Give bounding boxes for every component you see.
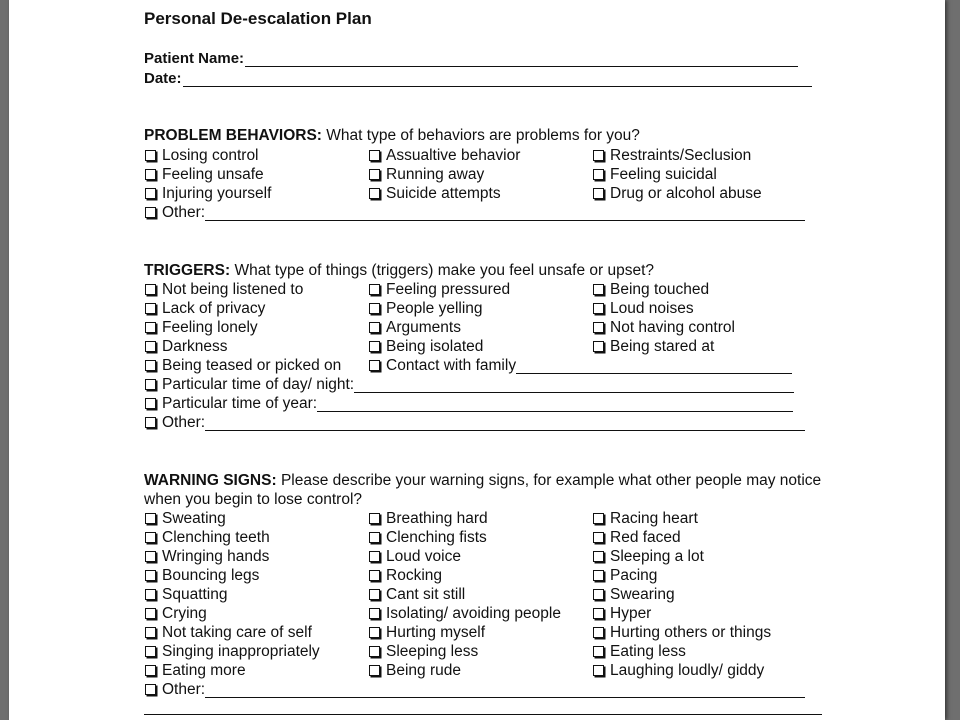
checkbox-item[interactable]: Bouncing legs bbox=[144, 566, 259, 585]
checkbox-icon[interactable] bbox=[369, 589, 380, 600]
checkbox-icon[interactable] bbox=[145, 608, 156, 619]
checkbox-row bbox=[144, 566, 834, 585]
checkbox-item[interactable]: Wringing hands bbox=[144, 547, 269, 566]
checkbox-item[interactable]: Sweating bbox=[144, 509, 226, 528]
checkbox-item[interactable]: Clenching teeth bbox=[144, 528, 270, 547]
checkbox-icon[interactable] bbox=[369, 646, 380, 657]
checkbox-item[interactable]: Singing inappropriately bbox=[144, 642, 320, 661]
checkbox-item[interactable]: Swearing bbox=[592, 585, 675, 604]
checkbox-item[interactable]: Contact with family bbox=[368, 356, 792, 375]
checkbox-item[interactable]: People yelling bbox=[368, 299, 483, 318]
checkbox-item[interactable]: Suicide attempts bbox=[368, 184, 501, 203]
checkbox-icon[interactable] bbox=[593, 188, 604, 199]
checkbox-icon[interactable] bbox=[369, 513, 380, 524]
checkbox-icon[interactable] bbox=[145, 360, 156, 371]
checkbox-icon[interactable] bbox=[145, 513, 156, 524]
contact-family-line[interactable] bbox=[516, 358, 792, 374]
checkbox-icon[interactable] bbox=[145, 207, 156, 218]
checkbox-icon[interactable] bbox=[369, 284, 380, 295]
checkbox-item[interactable]: Being teased or picked on bbox=[144, 356, 341, 375]
date-label: Date: bbox=[144, 70, 182, 87]
form-page bbox=[9, 0, 945, 720]
checkbox-icon[interactable] bbox=[369, 169, 380, 180]
checkbox-item[interactable]: Cant sit still bbox=[368, 585, 465, 604]
problem-behaviors-question: What type of behaviors are problems for you? bbox=[326, 127, 640, 144]
checkbox-item[interactable]: Eating more bbox=[144, 661, 246, 680]
checkbox-icon[interactable] bbox=[145, 551, 156, 562]
checkbox-icon[interactable] bbox=[145, 570, 156, 581]
checkbox-item[interactable]: Injuring yourself bbox=[144, 184, 271, 203]
problem-behaviors-title: PROBLEM BEHAVIORS: bbox=[144, 127, 322, 144]
checkbox-icon[interactable] bbox=[145, 417, 156, 428]
other-text-line[interactable] bbox=[205, 205, 805, 221]
checkbox-item[interactable]: Racing heart bbox=[592, 509, 698, 528]
checkbox-row bbox=[144, 146, 834, 165]
checkbox-item[interactable]: Being isolated bbox=[368, 337, 483, 356]
checkbox-icon[interactable] bbox=[145, 284, 156, 295]
checkbox-icon[interactable] bbox=[145, 188, 156, 199]
checkbox-item[interactable]: Darkness bbox=[144, 337, 227, 356]
checkbox-item[interactable]: Drug or alcohol abuse bbox=[592, 184, 762, 203]
checkbox-item-other[interactable]: Other: bbox=[144, 203, 805, 222]
checkbox-item[interactable]: Laughing loudly/ giddy bbox=[592, 661, 764, 680]
checkbox-item[interactable]: Being stared at bbox=[592, 337, 714, 356]
checkbox-item[interactable]: Squatting bbox=[144, 585, 228, 604]
checkbox-row-other bbox=[144, 203, 834, 222]
other-text-line[interactable] bbox=[205, 682, 805, 698]
checkbox-item[interactable]: Loud noises bbox=[592, 299, 694, 318]
checkbox-icon[interactable] bbox=[369, 322, 380, 333]
time-day-line[interactable] bbox=[354, 377, 794, 393]
checkbox-item[interactable]: Crying bbox=[144, 604, 207, 623]
checkbox-icon[interactable] bbox=[593, 322, 604, 333]
checkbox-icon[interactable] bbox=[145, 169, 156, 180]
checkbox-icon[interactable] bbox=[593, 150, 604, 161]
checkbox-row bbox=[144, 299, 834, 318]
other-text-line[interactable] bbox=[205, 415, 805, 431]
checkbox-icon[interactable] bbox=[593, 570, 604, 581]
warning-signs-question: Please describe your warning signs, for example what other people may notice when you begin to lose control? bbox=[144, 472, 822, 508]
checkbox-icon[interactable] bbox=[593, 589, 604, 600]
checkbox-icon[interactable] bbox=[369, 570, 380, 581]
checkbox-row bbox=[144, 318, 834, 337]
checkbox-icon[interactable] bbox=[593, 284, 604, 295]
checkbox-icon[interactable] bbox=[593, 169, 604, 180]
checkbox-item[interactable]: Being rude bbox=[368, 661, 461, 680]
checkbox-item[interactable]: Not being listened to bbox=[144, 280, 303, 299]
checkbox-icon[interactable] bbox=[593, 646, 604, 657]
checkbox-row bbox=[144, 547, 834, 566]
checkbox-item[interactable]: Loud voice bbox=[368, 547, 461, 566]
checkbox-item[interactable]: Running away bbox=[368, 165, 484, 184]
checkbox-row-other bbox=[144, 413, 834, 432]
checkbox-icon[interactable] bbox=[145, 322, 156, 333]
checkbox-item[interactable]: Feeling suicidal bbox=[592, 165, 717, 184]
additional-text-line[interactable] bbox=[144, 714, 822, 715]
checkbox-row-time-day bbox=[144, 375, 834, 394]
checkbox-row bbox=[144, 184, 834, 203]
checkbox-item[interactable]: Assualtive behavior bbox=[368, 146, 520, 165]
checkbox-item[interactable]: Eating less bbox=[592, 642, 686, 661]
checkbox-icon[interactable] bbox=[593, 532, 604, 543]
patient-name-line[interactable] bbox=[245, 52, 798, 67]
checkbox-icon[interactable] bbox=[593, 513, 604, 524]
checkbox-row bbox=[144, 642, 834, 661]
checkbox-item[interactable]: Clenching fists bbox=[368, 528, 487, 547]
date-field[interactable] bbox=[144, 70, 812, 87]
checkbox-icon[interactable] bbox=[369, 532, 380, 543]
checkbox-icon[interactable] bbox=[145, 150, 156, 161]
checkbox-row bbox=[144, 528, 834, 547]
checkbox-icon[interactable] bbox=[369, 665, 380, 676]
checkbox-row bbox=[144, 509, 834, 528]
checkbox-item[interactable]: Sleeping less bbox=[368, 642, 478, 661]
checkbox-row bbox=[144, 356, 834, 375]
checkbox-icon[interactable] bbox=[593, 341, 604, 352]
checkbox-item[interactable]: Not having control bbox=[592, 318, 735, 337]
checkbox-row-time-year bbox=[144, 394, 834, 413]
patient-name-field[interactable] bbox=[144, 50, 798, 67]
triggers-question: What type of things (triggers) make you feel unsafe or upset? bbox=[234, 262, 655, 279]
checkbox-icon[interactable] bbox=[145, 303, 156, 314]
checkbox-item-other[interactable]: Other: bbox=[144, 413, 805, 432]
checkbox-icon[interactable] bbox=[145, 589, 156, 600]
checkbox-icon[interactable] bbox=[369, 627, 380, 638]
checkbox-icon[interactable] bbox=[145, 646, 156, 657]
checkbox-row bbox=[144, 337, 834, 356]
checkbox-row bbox=[144, 165, 834, 184]
checkbox-item[interactable]: Sleeping a lot bbox=[592, 547, 704, 566]
checkbox-icon[interactable] bbox=[145, 379, 156, 390]
checkbox-icon[interactable] bbox=[369, 360, 380, 371]
triggers-title: TRIGGERS: bbox=[144, 262, 231, 279]
form-title: Personal De-escalation Plan bbox=[144, 9, 372, 28]
checkbox-icon[interactable] bbox=[593, 551, 604, 562]
checkbox-item[interactable]: Particular time of year: bbox=[144, 394, 793, 413]
checkbox-item[interactable]: Losing control bbox=[144, 146, 259, 165]
checkbox-icon[interactable] bbox=[593, 303, 604, 314]
checkbox-icon[interactable] bbox=[145, 684, 156, 695]
checkbox-icon[interactable] bbox=[369, 188, 380, 199]
checkbox-item[interactable]: Lack of privacy bbox=[144, 299, 265, 318]
checkbox-item[interactable]: Restraints/Seclusion bbox=[592, 146, 751, 165]
checkbox-item[interactable]: Hyper bbox=[592, 604, 651, 623]
checkbox-item-other[interactable]: Other: bbox=[144, 680, 805, 699]
checkbox-icon[interactable] bbox=[145, 627, 156, 638]
checkbox-item[interactable]: Feeling unsafe bbox=[144, 165, 264, 184]
checkbox-item[interactable]: Isolating/ avoiding people bbox=[368, 604, 561, 623]
checkbox-icon[interactable] bbox=[369, 551, 380, 562]
checkbox-item[interactable]: Particular time of day/ night: bbox=[144, 375, 794, 394]
checkbox-icon[interactable] bbox=[369, 341, 380, 352]
checkbox-item[interactable]: Not taking care of self bbox=[144, 623, 312, 642]
triggers-heading bbox=[144, 261, 824, 280]
checkbox-icon[interactable] bbox=[145, 532, 156, 543]
problem-behaviors-heading bbox=[144, 126, 824, 145]
checkbox-icon[interactable] bbox=[145, 341, 156, 352]
checkbox-item[interactable]: Red faced bbox=[592, 528, 681, 547]
checkbox-item[interactable]: Hurting others or things bbox=[592, 623, 771, 642]
warning-signs-heading bbox=[144, 471, 824, 509]
checkbox-item[interactable]: Pacing bbox=[592, 566, 657, 585]
warning-signs-title: WARNING SIGNS: bbox=[144, 472, 277, 489]
checkbox-item[interactable]: Arguments bbox=[368, 318, 461, 337]
checkbox-icon[interactable] bbox=[369, 608, 380, 619]
checkbox-icon[interactable] bbox=[145, 665, 156, 676]
checkbox-icon[interactable] bbox=[369, 303, 380, 314]
checkbox-icon[interactable] bbox=[145, 398, 156, 409]
patient-name-label: Patient Name: bbox=[144, 50, 245, 67]
date-line[interactable] bbox=[183, 72, 812, 87]
checkbox-icon[interactable] bbox=[593, 627, 604, 638]
checkbox-item[interactable]: Rocking bbox=[368, 566, 442, 585]
checkbox-icon[interactable] bbox=[593, 608, 604, 619]
checkbox-row bbox=[144, 623, 834, 642]
checkbox-row bbox=[144, 585, 834, 604]
checkbox-item[interactable]: Being touched bbox=[592, 280, 709, 299]
checkbox-item[interactable]: Feeling pressured bbox=[368, 280, 510, 299]
checkbox-row bbox=[144, 661, 834, 680]
checkbox-item[interactable]: Hurting myself bbox=[368, 623, 485, 642]
checkbox-item[interactable]: Feeling lonely bbox=[144, 318, 258, 337]
checkbox-row bbox=[144, 604, 834, 623]
checkbox-icon[interactable] bbox=[593, 665, 604, 676]
checkbox-row bbox=[144, 280, 834, 299]
checkbox-item[interactable]: Breathing hard bbox=[368, 509, 488, 528]
time-year-line[interactable] bbox=[317, 396, 793, 412]
checkbox-icon[interactable] bbox=[369, 150, 380, 161]
checkbox-row-other bbox=[144, 680, 834, 699]
